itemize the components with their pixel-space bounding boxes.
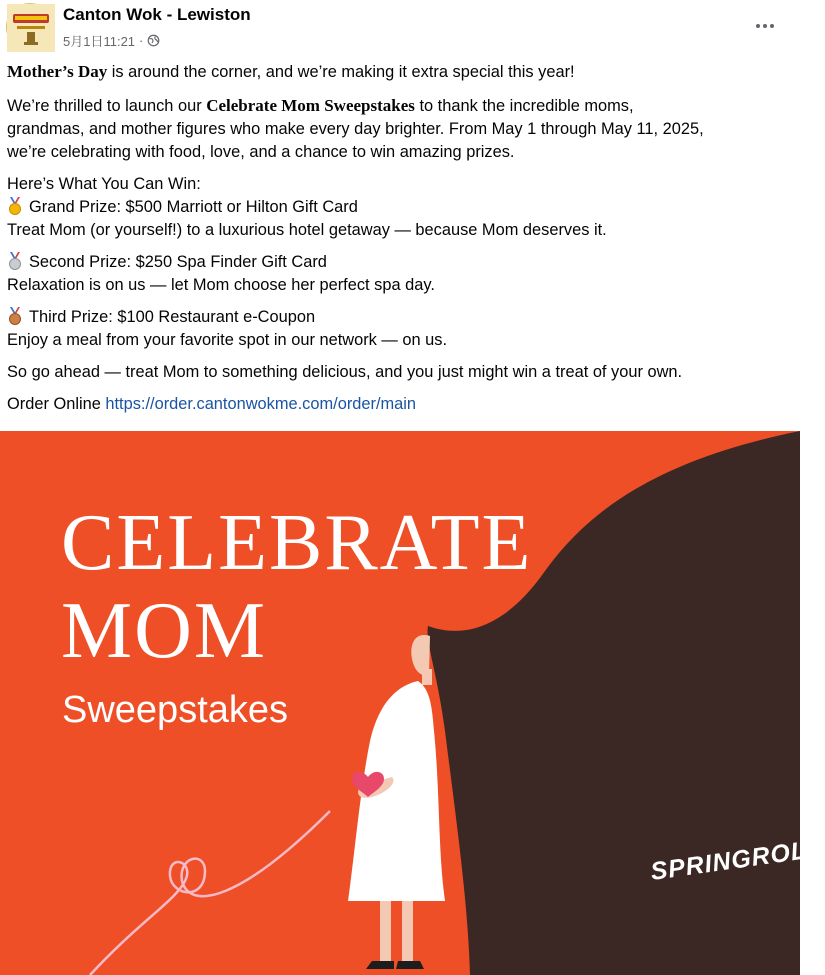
mom-leg-right — [402, 901, 413, 963]
post-timestamp[interactable]: 5月1日11:21 — [63, 34, 136, 49]
springroll-logo: SPRINGROLL — [648, 834, 825, 886]
prize-item — [7, 306, 797, 352]
bronze-medal-icon — [7, 307, 23, 325]
post-meta — [63, 31, 160, 50]
meta-separator: · — [139, 33, 144, 48]
prize-description: Enjoy a meal from your favorite spot in our network — on us. — [7, 331, 448, 349]
banner-title-line2: MOM — [61, 587, 268, 675]
prize-description: Treat Mom (or yourself!) to a luxurious hotel getaway — because Mom deserves it. — [7, 221, 607, 239]
prize-title: Grand Prize: $500 Marriott or Hilton Gift Card — [29, 198, 358, 216]
sweepstakes-emphasis: Celebrate Mom Sweepstakes — [206, 96, 415, 115]
order-label: Order Online — [7, 395, 106, 413]
restaurant-logo-icon — [7, 4, 55, 52]
banner-title-line1: CELEBRATE — [61, 499, 533, 587]
mothers-day-emphasis: Mother’s Day — [7, 62, 108, 81]
prize-item — [7, 196, 797, 242]
order-online-link[interactable]: https://order.cantonwokme.com/order/main — [105, 395, 417, 413]
page-avatar[interactable] — [6, 3, 54, 51]
page-name-link[interactable]: Canton Wok - Lewiston — [63, 5, 251, 24]
prize-title: Third Prize: $100 Restaurant e-Coupon — [29, 308, 316, 326]
prize-item — [7, 251, 797, 297]
more-options-button[interactable] — [748, 12, 782, 40]
mom-leg-left — [380, 901, 391, 963]
prize-title: Second Prize: $250 Spa Finder Gift Card — [29, 253, 327, 271]
prize-description: Relaxation is on us — let Mom choose her perfect spa day. — [7, 276, 435, 294]
mom-shoe-left — [366, 961, 394, 969]
post-paragraph-2 — [7, 94, 797, 164]
silver-medal-icon — [7, 252, 23, 270]
para2-start: We’re thrilled to launch our — [7, 97, 207, 115]
intro-text: is around the corner, and we’re making it extra special this year! — [107, 63, 575, 81]
post-intro — [7, 60, 797, 84]
para2-line2: grandmas, and mother figures who make every day brighter. From May 1 through May 11, 2025, — [7, 120, 704, 138]
para2-line3: we’re celebrating with food, love, and a chance to win amazing prizes. — [7, 143, 515, 161]
mom-shoe-right — [396, 961, 424, 969]
order-line — [7, 393, 797, 416]
mom-neck — [422, 669, 432, 685]
prizes-heading: Here’s What You Can Win: — [7, 175, 201, 193]
globe-icon[interactable] — [147, 34, 160, 47]
para2-line1-end: to thank the incredible moms, — [414, 97, 634, 115]
more-dot — [763, 24, 767, 28]
sweepstakes-banner-image[interactable] — [0, 431, 825, 975]
gold-medal-icon — [7, 197, 23, 215]
more-dots-icon — [756, 24, 760, 28]
post-body — [7, 60, 797, 416]
more-dot — [770, 24, 774, 28]
heart-doodle-line — [90, 811, 330, 975]
post-header — [0, 0, 800, 58]
post-closing: So go ahead — treat Mom to something delicious, and you just might win a treat of your own. — [7, 363, 683, 381]
banner-subtitle: Sweepstakes — [62, 689, 289, 731]
